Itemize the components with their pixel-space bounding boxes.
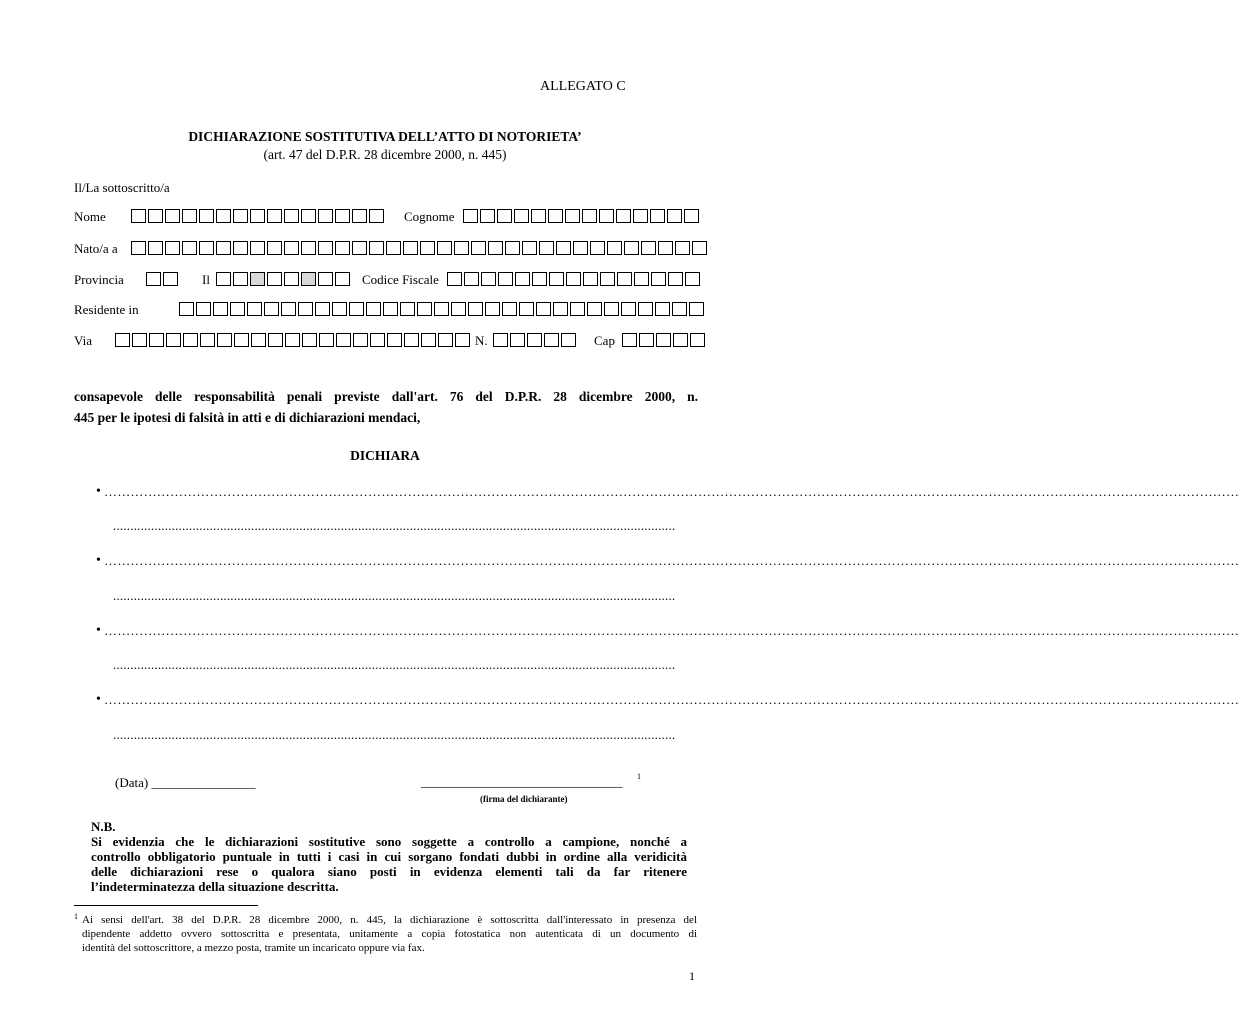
char-box[interactable] (420, 241, 435, 255)
char-box[interactable] (455, 333, 470, 347)
char-box[interactable] (166, 333, 181, 347)
char-box[interactable] (633, 209, 648, 223)
char-box[interactable] (498, 272, 513, 286)
char-box[interactable] (217, 333, 232, 347)
char-box[interactable] (200, 333, 215, 347)
char-box[interactable] (417, 302, 432, 316)
char-box[interactable] (400, 302, 415, 316)
char-box[interactable] (264, 302, 279, 316)
nb-line-1: Si evidenzia che le dichiarazioni sostitutive sono soggette a controllo a campione, nonché a (91, 834, 687, 849)
char-box[interactable] (366, 302, 381, 316)
char-box[interactable] (146, 272, 161, 286)
char-box[interactable] (650, 209, 665, 223)
char-box[interactable] (685, 272, 700, 286)
allegato-label: ALLEGATO C (540, 79, 626, 94)
char-box[interactable] (352, 209, 367, 223)
provincia-label: Provincia (74, 272, 124, 287)
codice-fiscale-field[interactable] (447, 272, 702, 286)
char-box[interactable] (196, 302, 211, 316)
char-box[interactable] (247, 302, 262, 316)
char-box[interactable] (335, 241, 350, 255)
char-box[interactable] (692, 241, 707, 255)
char-box[interactable] (570, 302, 585, 316)
char-box[interactable] (549, 272, 564, 286)
char-box[interactable] (505, 241, 520, 255)
char-box[interactable] (464, 272, 479, 286)
char-box[interactable] (267, 272, 282, 286)
char-box[interactable] (527, 333, 542, 347)
char-box[interactable] (480, 209, 495, 223)
footnote-line-3: identità del sottoscrittore, a mezzo posta, tramite un incaricato oppure via fax. (82, 942, 425, 954)
firma-footnote-mark: 1 (637, 772, 641, 781)
page-number: 1 (689, 969, 695, 983)
char-box[interactable] (590, 241, 605, 255)
consapevole-line-2: 445 per le ipotesi di falsità in atti e di dichiarazioni mendaci, (74, 410, 421, 425)
char-box[interactable] (267, 209, 282, 223)
nb-line-3: delle dichiarazioni rese o qualora siano posti in evidenza elementi tali da far ritenere (91, 864, 687, 879)
char-box[interactable] (267, 241, 282, 255)
char-box[interactable] (115, 333, 130, 347)
char-box[interactable] (284, 241, 299, 255)
char-box[interactable] (250, 241, 265, 255)
char-box[interactable] (531, 209, 546, 223)
intro-label: Il/La sottoscritto/a (74, 180, 170, 195)
char-box[interactable] (234, 333, 249, 347)
declaration-line-4a[interactable]: …………………………………………………………………………………………………………………………………………………………………………………………………………………………………… (104, 692, 1239, 707)
char-box[interactable] (566, 272, 581, 286)
via-field[interactable] (115, 333, 472, 347)
char-box[interactable] (583, 272, 598, 286)
char-box[interactable] (233, 272, 248, 286)
char-box[interactable] (148, 209, 163, 223)
char-box[interactable] (132, 333, 147, 347)
char-box[interactable] (301, 272, 316, 286)
char-box[interactable] (251, 333, 266, 347)
data-nascita-field[interactable] (216, 272, 352, 286)
declaration-line-4b[interactable]: ................................................................................................................................................................... (113, 727, 676, 742)
char-box[interactable] (607, 241, 622, 255)
char-box[interactable] (656, 333, 671, 347)
char-box[interactable] (471, 241, 486, 255)
char-box[interactable] (684, 209, 699, 223)
char-box[interactable] (437, 241, 452, 255)
char-box[interactable] (675, 241, 690, 255)
char-box[interactable] (658, 241, 673, 255)
char-box[interactable] (624, 241, 639, 255)
char-box[interactable] (199, 209, 214, 223)
char-box[interactable] (335, 272, 350, 286)
char-box[interactable] (621, 302, 636, 316)
dichiara-heading: DICHIARA (350, 448, 420, 463)
char-box[interactable] (302, 333, 317, 347)
footnote-line-1: Ai sensi dell'art. 38 del D.P.R. 28 dicembre 2000, n. 445, la dichiarazione è sottoscritta dall'interessato in presenza del (82, 914, 697, 926)
char-box[interactable] (553, 302, 568, 316)
char-box[interactable] (230, 302, 245, 316)
declaration-line-2b[interactable]: ................................................................................................................................................................... (113, 588, 676, 603)
char-box[interactable] (352, 241, 367, 255)
char-box[interactable] (617, 272, 632, 286)
char-box[interactable] (199, 241, 214, 255)
char-box[interactable] (383, 302, 398, 316)
char-box[interactable] (582, 209, 597, 223)
char-box[interactable] (573, 241, 588, 255)
char-box[interactable] (510, 333, 525, 347)
char-box[interactable] (599, 209, 614, 223)
char-box[interactable] (281, 302, 296, 316)
char-box[interactable] (353, 333, 368, 347)
char-box[interactable] (638, 302, 653, 316)
char-box[interactable] (532, 272, 547, 286)
char-box[interactable] (284, 272, 299, 286)
consapevole-line-1: consapevole delle responsabilità penali previste dall'art. 76 del D.P.R. 28 dicembre 2000, n. (74, 389, 698, 404)
char-box[interactable] (233, 241, 248, 255)
char-box[interactable] (182, 241, 197, 255)
data-nascita-label: Il (202, 272, 210, 287)
char-box[interactable] (301, 209, 316, 223)
char-box[interactable] (502, 302, 517, 316)
char-box[interactable] (179, 302, 194, 316)
char-box[interactable] (284, 209, 299, 223)
char-box[interactable] (463, 209, 478, 223)
char-box[interactable] (515, 272, 530, 286)
char-box[interactable] (522, 241, 537, 255)
bullet-icon: • (96, 484, 101, 499)
declaration-line-3a[interactable]: …………………………………………………………………………………………………………………………………………………………………………………………………………………………………… (104, 623, 1239, 638)
footnote-separator (74, 905, 258, 906)
char-box[interactable] (667, 209, 682, 223)
char-box[interactable] (315, 302, 330, 316)
char-box[interactable] (519, 302, 534, 316)
declaration-line-3b[interactable]: ................................................................................................................................................................... (113, 657, 676, 672)
char-box[interactable] (131, 209, 146, 223)
firma-caption: (firma del dichiarante) (480, 794, 568, 804)
char-box[interactable] (163, 272, 178, 286)
nome-label: Nome (74, 209, 106, 224)
char-box[interactable] (561, 333, 576, 347)
cap-label: Cap (594, 333, 615, 348)
char-box[interactable] (690, 333, 705, 347)
firma-line[interactable]: _______________________________ (421, 774, 623, 789)
char-box[interactable] (447, 272, 462, 286)
char-box[interactable] (336, 333, 351, 347)
char-box[interactable] (403, 241, 418, 255)
char-box[interactable] (319, 333, 334, 347)
char-box[interactable] (216, 272, 231, 286)
char-box[interactable] (131, 241, 146, 255)
char-box[interactable] (318, 209, 333, 223)
char-box[interactable] (165, 241, 180, 255)
declaration-line-2a[interactable]: …………………………………………………………………………………………………………………………………………………………………………………………………………………………………… (104, 553, 1239, 568)
char-box[interactable] (565, 209, 580, 223)
residente-label: Residente in (74, 302, 139, 317)
nb-title: N.B. (91, 819, 116, 834)
char-box[interactable] (672, 302, 687, 316)
char-box[interactable] (485, 302, 500, 316)
char-box[interactable] (641, 241, 656, 255)
char-box[interactable] (587, 302, 602, 316)
char-box[interactable] (622, 333, 637, 347)
char-box[interactable] (369, 241, 384, 255)
data-field[interactable]: (Data) ________________ (115, 775, 256, 790)
char-box[interactable] (183, 333, 198, 347)
char-box[interactable] (148, 241, 163, 255)
char-box[interactable] (616, 209, 631, 223)
char-box[interactable] (493, 333, 508, 347)
char-box[interactable] (216, 241, 231, 255)
char-box[interactable] (651, 272, 666, 286)
char-box[interactable] (634, 272, 649, 286)
char-box[interactable] (370, 333, 385, 347)
bullet-icon: • (96, 692, 101, 707)
char-box[interactable] (454, 241, 469, 255)
char-box[interactable] (488, 241, 503, 255)
declaration-line-1b[interactable]: ................................................................................................................................................................... (113, 518, 676, 533)
nb-line-2: controllo obbligatorio puntuale in tutti i casi in cui sorgano fondati dubbi in ordine alla veridicità (91, 849, 687, 864)
nato-field[interactable] (131, 241, 709, 255)
document-subtitle: (art. 47 del D.P.R. 28 dicembre 2000, n. 445) (263, 147, 507, 162)
char-box[interactable] (318, 241, 333, 255)
char-box[interactable] (421, 333, 436, 347)
cognome-label: Cognome (404, 209, 455, 224)
char-box[interactable] (514, 209, 529, 223)
nato-label: Nato/a a (74, 241, 118, 256)
footnote-mark: 1 (74, 912, 78, 921)
char-box[interactable] (298, 302, 313, 316)
char-box[interactable] (369, 209, 384, 223)
char-box[interactable] (689, 302, 704, 316)
char-box[interactable] (481, 272, 496, 286)
char-box[interactable] (655, 302, 670, 316)
provincia-field[interactable] (146, 272, 180, 286)
char-box[interactable] (434, 302, 449, 316)
char-box[interactable] (301, 241, 316, 255)
char-box[interactable] (165, 209, 180, 223)
char-box[interactable] (536, 302, 551, 316)
char-box[interactable] (182, 209, 197, 223)
char-box[interactable] (268, 333, 283, 347)
char-box[interactable] (668, 272, 683, 286)
char-box[interactable] (556, 241, 571, 255)
numero-civico-field[interactable] (493, 333, 578, 347)
char-box[interactable] (639, 333, 654, 347)
codice-fiscale-label: Codice Fiscale (362, 272, 439, 287)
char-box[interactable] (285, 333, 300, 347)
footnote-line-2: dipendente addetto ovvero sottoscritta e presentata, unitamente a copia fotostatica non autenticata di un documento di (82, 928, 697, 940)
cap-field[interactable] (622, 333, 707, 347)
char-box[interactable] (497, 209, 512, 223)
char-box[interactable] (335, 209, 350, 223)
char-box[interactable] (600, 272, 615, 286)
numero-civico-label: N. (475, 333, 488, 348)
bullet-icon: • (96, 623, 101, 638)
char-box[interactable] (332, 302, 347, 316)
bullet-icon: • (96, 553, 101, 568)
char-box[interactable] (451, 302, 466, 316)
char-box[interactable] (673, 333, 688, 347)
declaration-line-1a[interactable]: …………………………………………………………………………………………………………………………………………………………………………………………………………………………………… (104, 484, 1239, 499)
char-box[interactable] (387, 333, 402, 347)
char-box[interactable] (213, 302, 228, 316)
char-box[interactable] (250, 209, 265, 223)
char-box[interactable] (250, 272, 265, 286)
document-title: DICHIARAZIONE SOSTITUTIVA DELL’ATTO DI NOTORIETA’ (188, 129, 582, 144)
nb-line-4: l’indeterminatezza della situazione descritta. (91, 879, 339, 894)
char-box[interactable] (216, 209, 231, 223)
char-box[interactable] (548, 209, 563, 223)
char-box[interactable] (349, 302, 364, 316)
cognome-field[interactable] (463, 209, 701, 223)
nome-field[interactable] (131, 209, 386, 223)
char-box[interactable] (604, 302, 619, 316)
char-box[interactable] (544, 333, 559, 347)
char-box[interactable] (438, 333, 453, 347)
char-box[interactable] (468, 302, 483, 316)
via-label: Via (74, 333, 92, 348)
char-box[interactable] (404, 333, 419, 347)
residente-field[interactable] (179, 302, 706, 316)
char-box[interactable] (318, 272, 333, 286)
char-box[interactable] (149, 333, 164, 347)
char-box[interactable] (386, 241, 401, 255)
char-box[interactable] (233, 209, 248, 223)
char-box[interactable] (539, 241, 554, 255)
